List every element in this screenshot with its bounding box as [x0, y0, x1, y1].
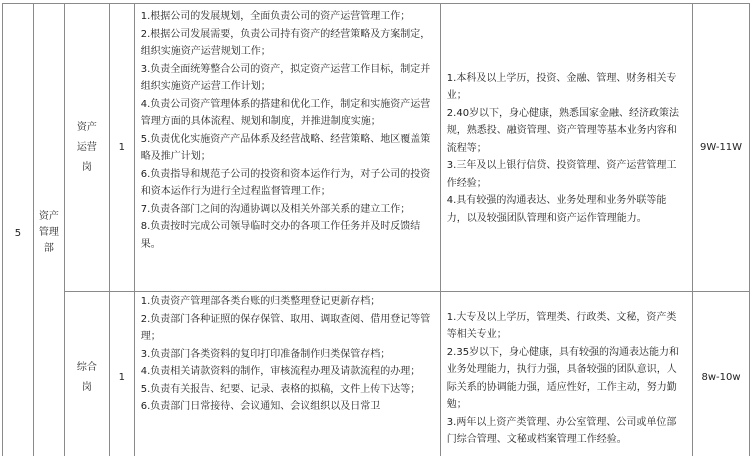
post-name: 综合岗	[76, 361, 97, 393]
job-table	[2, 3, 750, 456]
duty-item: 4.负责公司资产管理体系的搭建和优化工作，制定和实施资产运营管理方面的具体流程、规划和制度，并推进制度实施；	[140, 98, 431, 127]
duty-item: 2.根据公司发展需要，负责公司持有资产的经营策略及方案制定，组织实施资产运营规划工作；	[140, 28, 431, 57]
duties-cell	[134, 4, 440, 292]
post-cell	[64, 292, 109, 456]
count-value: 1	[118, 371, 125, 383]
requirement-item: 4.具有较强的沟通表达、业务处理和业务外联等能力，以及较强团队管理和资产运作管理能力。	[446, 195, 667, 224]
duty-item: 7.负责各部门之间的沟通协调以及相关外部关系的建立工作；	[140, 203, 411, 215]
duty-item: 8.负责按时完成公司领导临时交办的各项工作任务并及时反馈结果。	[140, 221, 421, 250]
index-value: 5	[14, 227, 22, 239]
duty-item: 3.负责部门各类资料的复印打印准备制作归类保管存档；	[140, 348, 391, 360]
table-row	[3, 292, 750, 456]
requirements-cell	[440, 4, 692, 292]
requirement-item: 1.大专及以上学历，管理类、行政类、文秘，资产类等相关专业；	[446, 311, 677, 340]
salary-cell	[693, 4, 750, 292]
duty-item: 5.负责有关报告、纪要、记录、表格的拟稿，文件上传下达等；	[140, 383, 421, 395]
requirement-item: 3.三年及以上银行信贷、投资管理、资产运营管理工作经验；	[446, 160, 677, 189]
department-cell	[33, 4, 64, 456]
duty-item: 4.负责相关请款资料的制作，审核流程办理及请款流程的办理；	[140, 366, 421, 377]
count-value: 1	[118, 141, 125, 153]
post-cell	[64, 4, 109, 292]
requirement-item: 2.35岁以下，身心健康，具有较强的沟通表达能力和业务处理能力，执行力强，具备较强的团队意识，人际关系的协调能力强，适应性好，工作主动，努力勤勉；	[446, 346, 680, 410]
requirements-cell	[440, 292, 692, 456]
duty-item: 3.负责全面统筹整合公司的资产，拟定资产运营工作目标，制定并组织实施资产运营工作计划；	[140, 63, 431, 92]
count-cell	[109, 292, 134, 456]
post-name: 资产运营岗	[76, 121, 97, 173]
requirement-item: 1.本科及以上学历，投资、金融、管理、财务相关专业；	[446, 72, 677, 102]
duty-item: 5.负责优化实施资产产品体系及经营战略、经营策略、地区覆盖策略及推广计划；	[140, 133, 431, 162]
salary-value: 8w-10w	[701, 371, 741, 383]
salary-cell	[693, 292, 750, 456]
duties-cell	[134, 292, 440, 456]
salary-value: 9W-11W	[699, 141, 743, 153]
duty-item: 2.负责部门各种证照的保存保管、取用、调取查阅、借用登记等管理；	[140, 313, 431, 342]
count-cell	[109, 4, 134, 292]
duty-item: 6.负责部门日常接待、会议通知、会议组织以及日常卫	[140, 401, 381, 412]
duty-item: 1.负责资产管理部各类台账的归类整理登记更新存档；	[140, 296, 381, 307]
table-row	[3, 4, 750, 292]
requirement-item: 2.40岁以下，身心健康，熟悉国家金融、经济政策法规，熟悉投、融资管理、资产管理等基本业务内容和流程等；	[446, 107, 680, 154]
department-name: 资产管理部	[38, 211, 59, 255]
index-cell	[3, 4, 34, 456]
requirement-item: 3.两年以上资产类管理、办公室管理、公司或单位部门综合管理、文秘或档案管理工作经验。	[446, 416, 677, 445]
duty-item: 1.根据公司的发展规划，全面负责公司的资产运营管理工作；	[140, 11, 411, 22]
duty-item: 6.负责指导和规范子公司的投资和资本运作行为，对子公司的投资和资本运作行为进行全过程监督管理工作；	[140, 168, 431, 197]
